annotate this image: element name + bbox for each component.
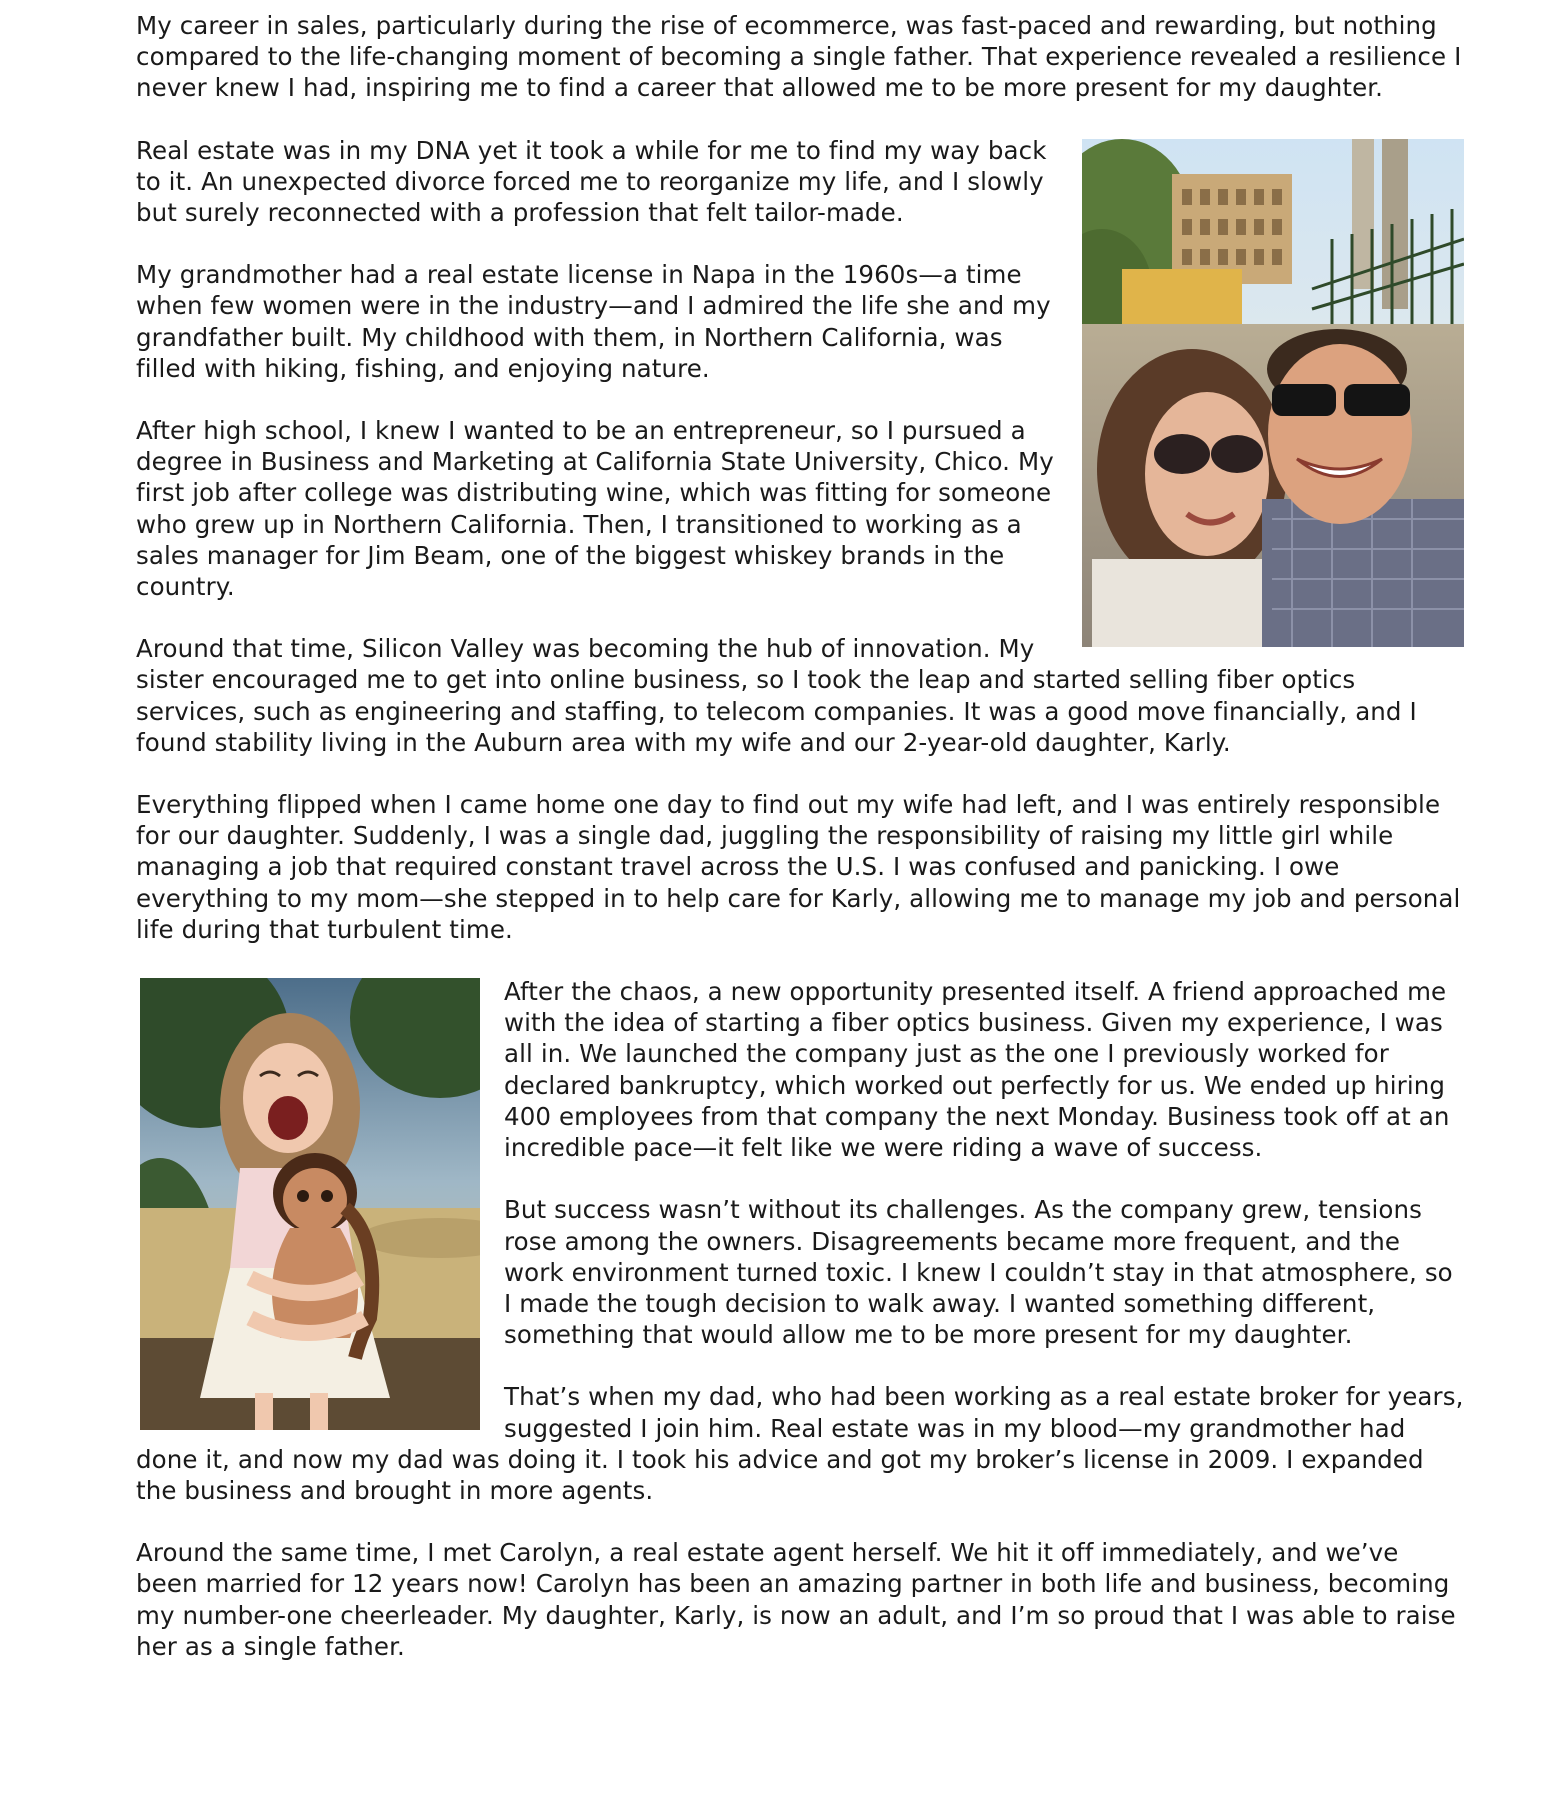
- couple-selfie-colosseum-photo: [1082, 139, 1464, 647]
- paragraph-new-opportunity: After the chaos, a new opportunity presented itself. A friend approached me with the idea of starting a fiber optics business. Given my experience, I was all in. We launched the company just as the one I previously worked for declared bankruptcy, which worked out perfectly for us. We ended up hiring 400 employees from that company the next Monday. Business took off at an incredible pace—it felt like we were riding a wave of success.: [504, 977, 1450, 1163]
- daughter-with-doll-photo: [140, 978, 480, 1430]
- paragraph-career-sales: My career in sales, particularly during the rise of ecommerce, was fast-paced and rewarding, but nothing compared to the life-changing moment of becoming a single father. That experience revealed a resilience I never knew I had, inspiring me to find a career that allowed me to be more present for my daughter.: [136, 11, 1462, 103]
- paragraph-high-school: After high school, I knew I wanted to be an entrepreneur, so I pursued a degree in Business and Marketing at California State University, Chico. My first job after college was distributing wine, which was fitting for someone who grew up in Northern California. Then, I transitioned to working as a sales manager for Jim Beam, one of the biggest whiskey brands in the country.: [136, 416, 1054, 602]
- paragraph-challenges: But success wasn’t without its challenges. As the company grew, tensions rose among the owners. Disagreements became more frequent, and the work environment turned toxic. I knew I couldn’t stay in that atmosphere, so I made the tough decision to walk away. I wanted something different, something that would allow me to be more present for my daughter.: [504, 1195, 1453, 1350]
- article-body: [136, 10, 1466, 1693]
- couple-photo-illustration: [1082, 139, 1464, 647]
- paragraph-grandmother: My grandmother had a real estate license in Napa in the 1960s—a time when few women were in the industry—and I admired the life she and my grandfather built. My childhood with them, in Northern California, was filled with hiking, fishing, and enjoying nature.: [136, 260, 1051, 383]
- paragraph-dad-broker: That’s when my dad, who had been working as a real estate broker for years, suggested I join him. Real estate was in my blood—my grandmother had done it, and now my dad was doing it. I took his advice and got my broker’s license in 2009. I expanded the business and brought in more agents.: [136, 1382, 1464, 1505]
- paragraph-real-estate-dna: Real estate was in my DNA yet it took a while for me to find my way back to it. An unexpected divorce forced me to reorganize my life, and I slowly but surely reconnected with a profession that felt tailor-made.: [136, 135, 1047, 228]
- daughter-photo-illustration: [140, 978, 480, 1430]
- paragraph-silicon-valley: Around that time, Silicon Valley was becoming the hub of innovation. My sister encouraged me to get into online business, so I took the leap and started selling fiber optics services, such as engineering and staffing, to telecom companies. It was a good move financially, and I found stability living in the Auburn area with my wife and our 2-year-old daughter, Karly.: [136, 634, 1417, 757]
- paragraph-carolyn: Around the same time, I met Carolyn, a real estate agent herself. We hit it off immediately, and we’ve been married for 12 years now! Carolyn has been an amazing partner in both life and business, becoming my number-one cheerleader. My daughter, Karly, is now an adult, and I’m so proud that I was able to raise her as a single father.: [136, 1538, 1456, 1661]
- paragraph-single-dad: Everything flipped when I came home one day to find out my wife had left, and I was entirely responsible for our daughter. Suddenly, I was a single dad, juggling the responsibility of raising my little girl while managing a job that required constant travel across the U.S. I was confused and panicking. I owe everything to my mom—she stepped in to help care for Karly, allowing me to manage my job and personal life during that turbulent time.: [136, 790, 1461, 944]
